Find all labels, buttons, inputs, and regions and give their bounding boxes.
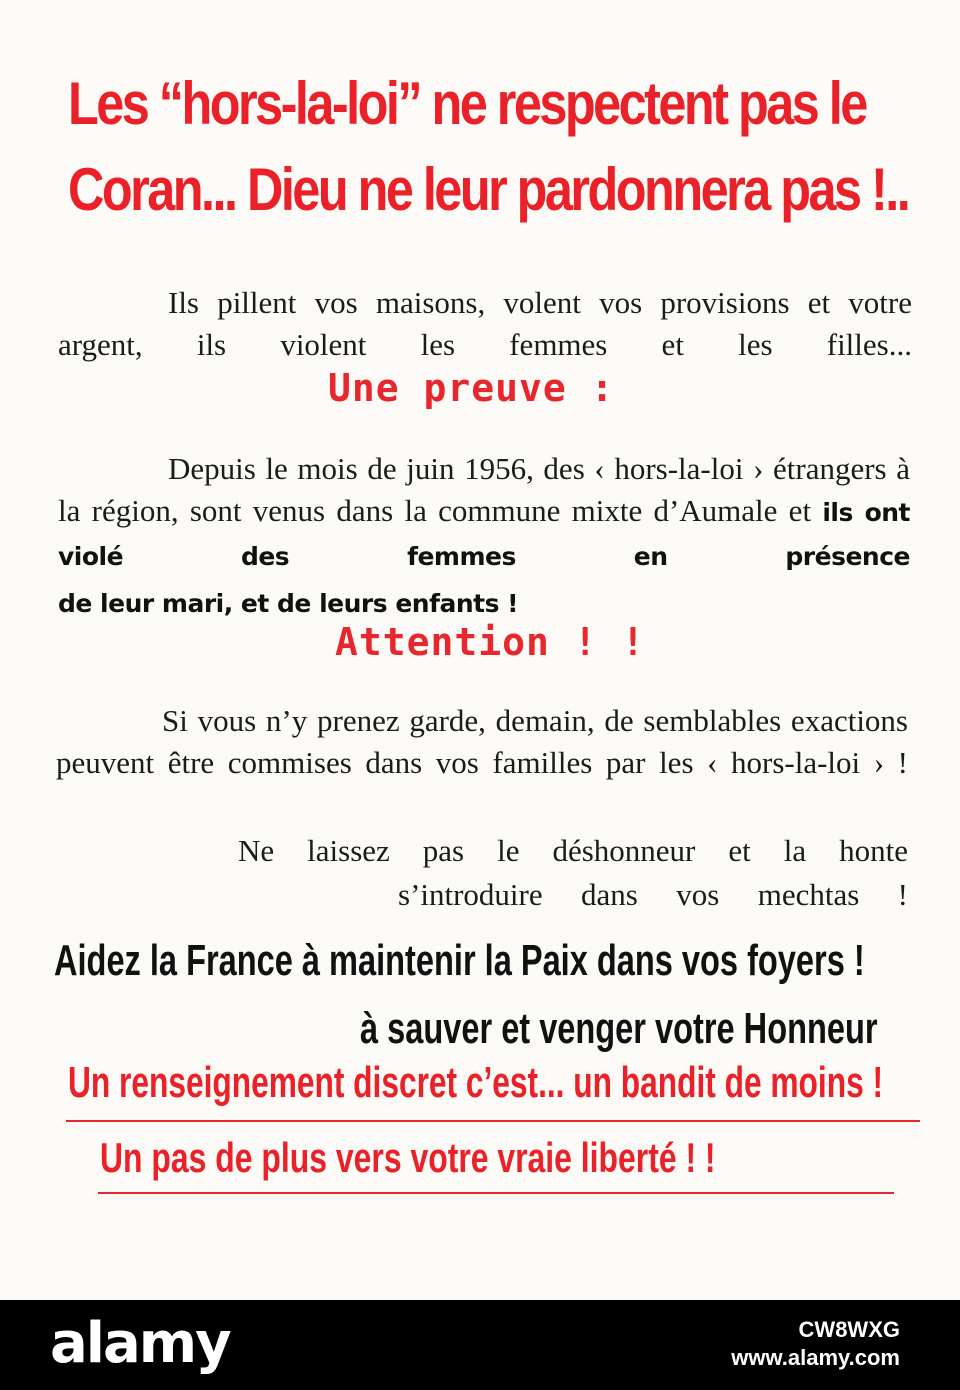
subhead-attention: Attention ! ! <box>335 620 646 664</box>
paragraph-aumale-bold-a: ils ont violé des femmes en présence <box>58 498 910 571</box>
paragraph-honte-line-2: s’introduire dans vos mechtas ! <box>398 877 908 912</box>
paragraph-honte-line-1: Ne laissez pas le déshonneur et la honte <box>238 833 908 868</box>
footer-image-id: CW8WXG <box>798 1317 900 1342</box>
paragraph-aumale <box>58 448 910 578</box>
paragraph-warning: Si vous n’y prenez garde, demain, de semblables exactions peuvent être commises dans vos familles par les ‹ hors-la-loi › ! <box>56 703 908 780</box>
footer-url: www.alamy.com <box>731 1345 900 1370</box>
slogan-renseignement: Un renseignement discret c’est... un bandit de moins ! <box>68 1058 884 1107</box>
paragraph-pillage: Ils pillent vos maisons, volent vos provisions et votre argent, ils violent les femmes et les filles... <box>58 285 912 362</box>
paragraph-aumale-plain: Depuis le mois de juin 1956, des ‹ hors-la-loi › étrangers à la région, sont venus dans la commune mixte d’Aumale et <box>58 451 910 528</box>
slogan-aidez-la-france: Aidez la France à maintenir la Paix dans vos foyers ! <box>54 936 865 985</box>
slogan-sauver-honneur: à sauver et venger votre Honneur <box>360 1004 878 1053</box>
footer-credit <box>731 1316 900 1372</box>
slogan-liberte: Un pas de plus vers votre vraie liberté ! ! <box>100 1134 716 1181</box>
headline-line-2: Coran... Dieu ne leur pardonnera pas !.. <box>68 156 909 223</box>
divider-rule-1 <box>66 1120 920 1122</box>
paragraph-aumale-bold-b: de leur mari, et de leurs enfants ! <box>58 589 519 618</box>
alamy-logo: alamy <box>50 1311 230 1376</box>
watermark-footer <box>0 1300 960 1390</box>
headline-line-1: Les “hors-la-loi” ne respectent pas le <box>68 70 866 137</box>
divider-rule-2 <box>98 1192 894 1194</box>
subhead-une-preuve: Une preuve : <box>328 366 615 410</box>
